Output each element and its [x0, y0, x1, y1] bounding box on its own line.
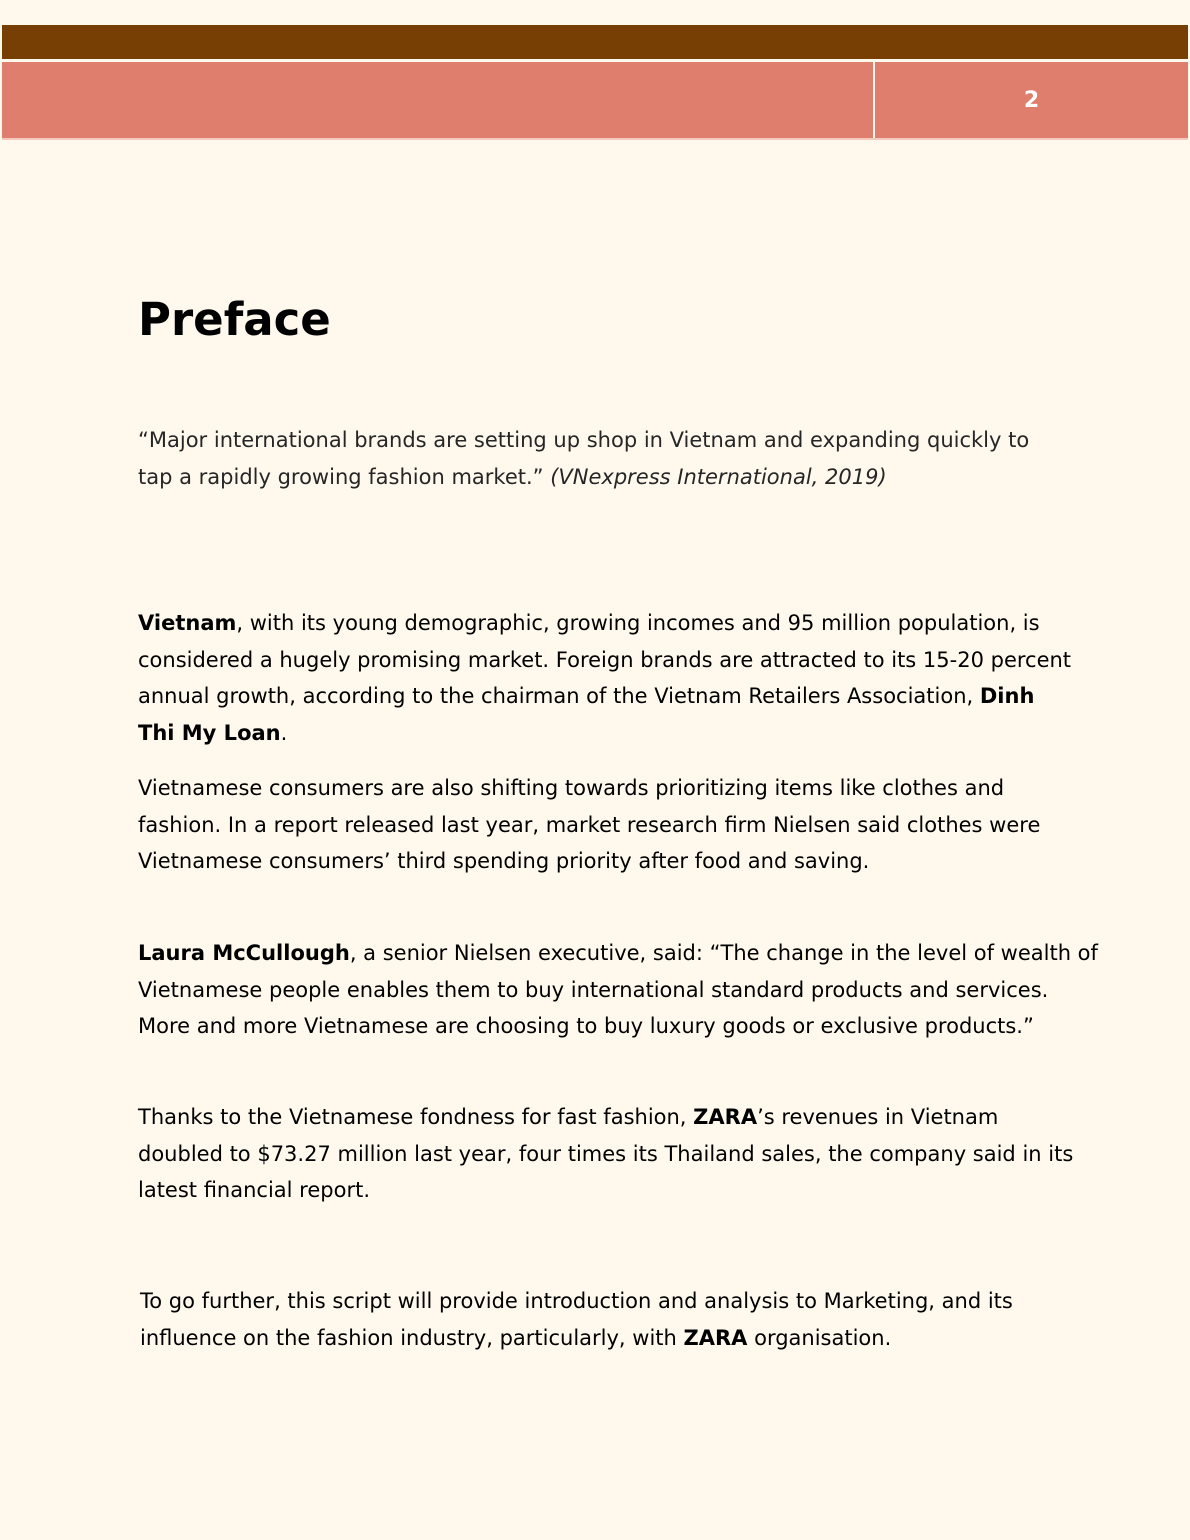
paragraph-text-end: ’s revenues in Vietnam doubled to $73.27 million last year, four times its Thailand sales, the company said in its latest financial report. [138, 1105, 1074, 1202]
paragraph-vietnam-market [138, 605, 1078, 751]
header-bottom-line [2, 138, 1188, 140]
paragraph-consumer-shift: Vietnamese consumers are also shifting towards prioritizing items like clothes and fashion. In a report released last year, market research firm Nielsen said clothes were Vietnamese consumers’ third spending priority after food and saving. [138, 776, 1041, 873]
bold-person-name: Laura McCullough [138, 941, 350, 965]
page-title: Preface [138, 293, 331, 346]
paragraph-zara-revenue [138, 1099, 1078, 1209]
bold-vietnam: Vietnam [138, 611, 237, 635]
bold-brand-zara: ZARA [693, 1105, 758, 1129]
quote-text: “Major international brands are setting up shop in Vietnam and expanding quickly to tap a rapidly growing fashion market.” [138, 428, 1030, 489]
paragraph-text: To go further, this script will provide introduction and analysis to Marketing, and its influence on the fashion industry, particularly, with [140, 1289, 1013, 1350]
paragraph-text-end: . [280, 720, 288, 745]
paragraph-text-end: organisation. [747, 1325, 892, 1350]
paragraph-text: Thanks to the Vietnamese fondness for fast fashion, [138, 1105, 694, 1129]
paragraph-text: , a senior Nielsen executive, said: “The change in the level of wealth of Vietnamese people enables them to buy international standard products and services. More and more Vietnamese are choosing to buy luxury goods or exclusive products.” [138, 941, 1098, 1038]
paragraph-text: , with its young demographic, growing incomes and 95 million population, is considered a hugely promising market. Foreign brands are attracted to its 15-20 percent annual growth, according to the chairman of the Vietnam Retailers Association, [138, 611, 1072, 708]
paragraph-script-intro [140, 1283, 1080, 1356]
page-header [2, 62, 1188, 138]
paragraph-nielsen-quote [138, 935, 1098, 1045]
epigraph-quote [138, 422, 1038, 495]
bold-person-name: Dinh Thi My Loan [138, 684, 1035, 745]
header-title-cell [2, 62, 873, 138]
bold-brand-zara: ZARA [683, 1325, 748, 1350]
quote-citation: (VNexpress International, 2019) [550, 464, 887, 489]
page-number: 2 [875, 62, 1188, 138]
header-top-band [2, 25, 1188, 59]
